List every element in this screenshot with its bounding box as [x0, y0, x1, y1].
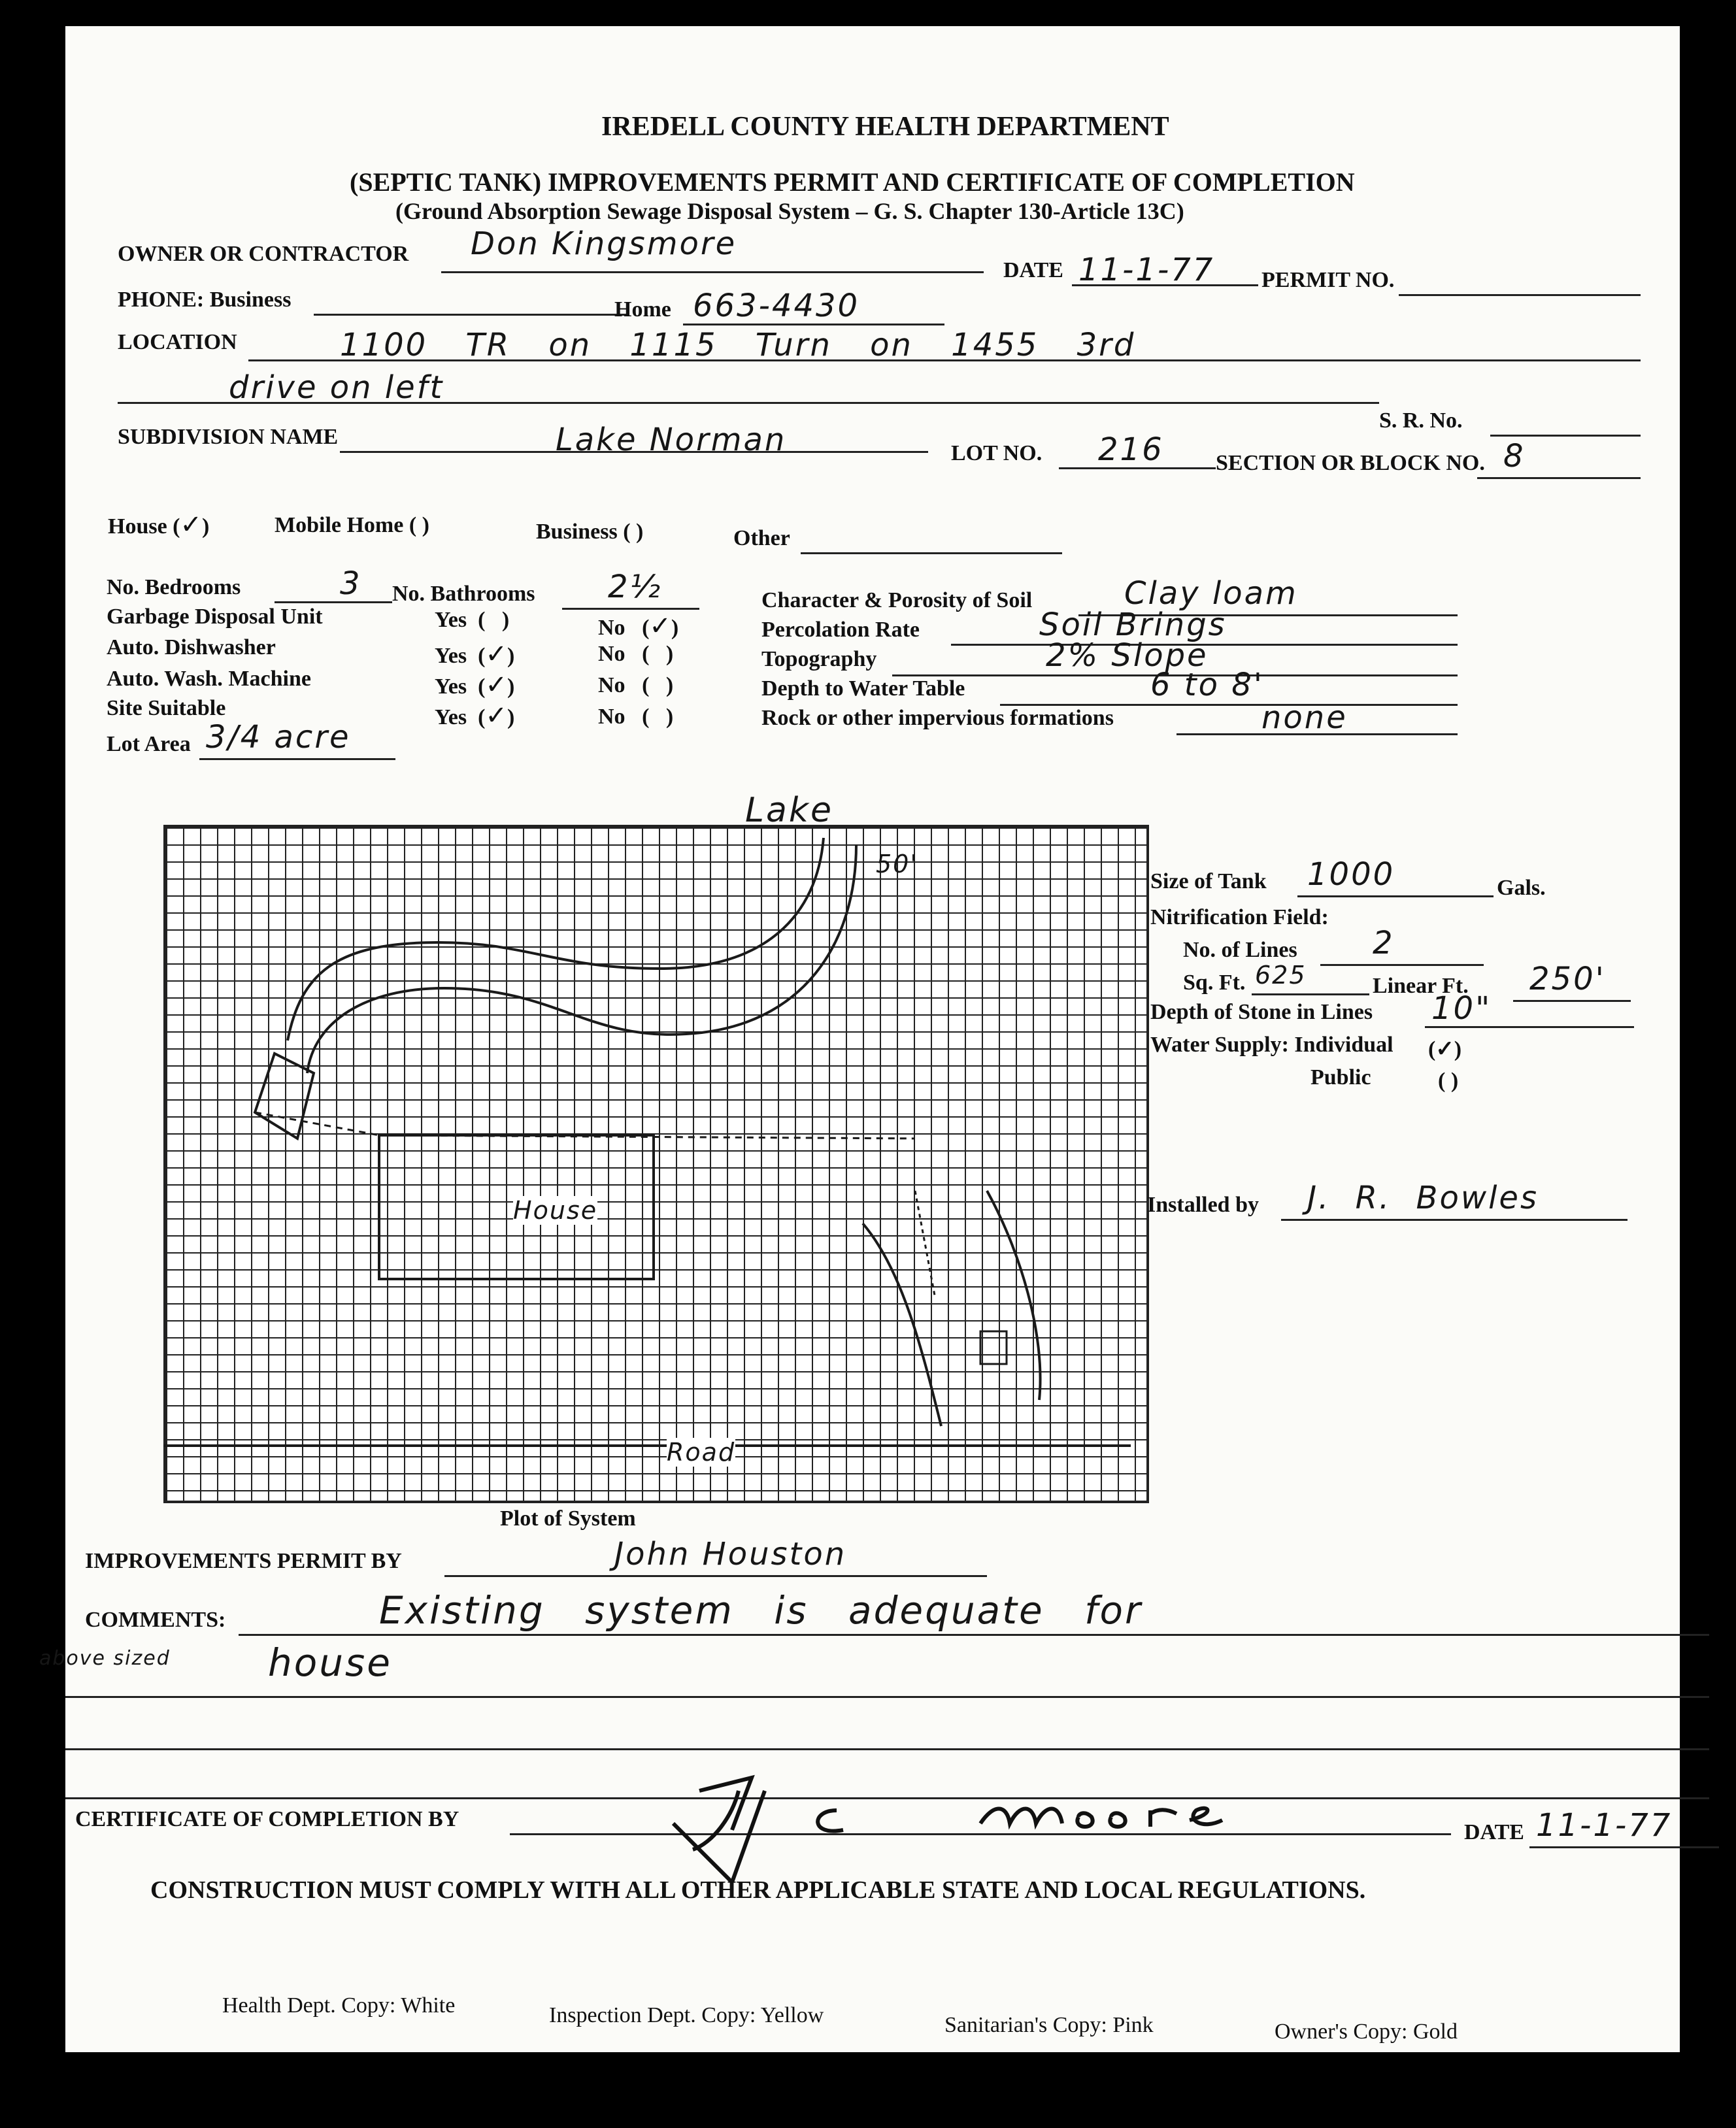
- percolation-value: Soil Brings: [1039, 607, 1227, 643]
- bedrooms-value: 3: [340, 565, 362, 602]
- comments-label: COMMENTS:: [85, 1608, 226, 1632]
- home-phone-label: Home: [614, 297, 671, 322]
- linear-ft-value: 250': [1529, 961, 1606, 997]
- certificate-label: CERTIFICATE OF COMPLETION BY: [75, 1807, 459, 1831]
- permit-by-value: John Houston: [614, 1536, 847, 1572]
- plot-drawing: [163, 825, 1144, 1498]
- mobile-home-option: Mobile Home ( ): [275, 513, 429, 537]
- sqft-label: Sq. Ft.: [1183, 971, 1246, 995]
- copy-health: Health Dept. Copy: White: [222, 1993, 456, 2018]
- location-line1: 1100 TR on 1115 Turn on 1455 3rd: [340, 327, 1136, 363]
- gals-label: Gals.: [1497, 876, 1546, 900]
- location-line2: drive on left: [229, 369, 444, 406]
- sr-no-label: S. R. No.: [1379, 408, 1463, 433]
- site-suitable-label: Site Suitable: [107, 696, 226, 720]
- comments-line2-prefix: above sized: [39, 1647, 171, 1670]
- plot-distance-label: 50': [876, 850, 918, 878]
- sqft-value: 625: [1255, 961, 1307, 989]
- garbage-no: No (✓): [598, 611, 679, 641]
- other-label: Other: [733, 526, 790, 550]
- location-label: LOCATION: [118, 330, 237, 354]
- owner-label: OWNER OR CONTRACTOR: [118, 242, 409, 266]
- date-label: DATE: [1003, 258, 1063, 282]
- tank-size-value: 1000: [1307, 856, 1395, 893]
- bedrooms-label: No. Bedrooms: [107, 575, 241, 599]
- washer-label: Auto. Wash. Machine: [107, 667, 311, 691]
- garbage-label: Garbage Disposal Unit: [107, 605, 323, 629]
- dishwasher-yes: Yes (✓): [435, 639, 515, 669]
- subdivision-value: Lake Norman: [556, 422, 787, 458]
- subdivision-label: SUBDIVISION NAME: [118, 425, 339, 449]
- tank-size-label: Size of Tank: [1150, 869, 1267, 893]
- lot-area-label: Lot Area: [107, 732, 191, 756]
- bathrooms-value: 2½: [608, 569, 663, 605]
- permit-form: [39, 26, 1680, 2052]
- permit-no-label: PERMIT NO.: [1261, 268, 1395, 292]
- business-option: Business ( ): [536, 520, 644, 544]
- lines-label: No. of Lines: [1183, 938, 1297, 962]
- permit-subtitle: (Ground Absorption Sewage Disposal System – G. S. Chapter 130-Article 13C): [395, 198, 1184, 224]
- certificate-date-label: DATE: [1464, 1820, 1524, 1844]
- lines-value: 2: [1373, 925, 1395, 961]
- plot-house-label: House: [513, 1196, 598, 1225]
- plot-lake-label: Lake: [745, 791, 833, 830]
- department-title: IREDELL COUNTY HEALTH DEPARTMENT: [601, 112, 1169, 142]
- comments-line1: Existing system is adequate for: [379, 1588, 1143, 1633]
- rock-value: none: [1261, 699, 1348, 736]
- home-phone-value: 663-4430: [693, 288, 860, 324]
- date-value: 11-1-77: [1078, 252, 1215, 288]
- topography-value: 2% Slope: [1046, 637, 1209, 674]
- lot-area-value: 3/4 acre: [206, 719, 351, 756]
- copy-inspection: Inspection Dept. Copy: Yellow: [549, 2003, 824, 2027]
- section-value: 8: [1503, 438, 1526, 474]
- soil-character-label: Character & Porosity of Soil: [761, 588, 1033, 612]
- bathrooms-label: No. Bathrooms: [392, 582, 535, 606]
- water-table-label: Depth to Water Table: [761, 676, 965, 701]
- permit-by-label: IMPROVEMENTS PERMIT BY: [85, 1549, 402, 1573]
- water-supply-label: Water Supply: Individual: [1150, 1033, 1394, 1057]
- site-no: No ( ): [598, 705, 674, 729]
- stone-depth-value: 10": [1431, 990, 1492, 1027]
- percolation-label: Percolation Rate: [761, 618, 920, 642]
- permit-title: (SEPTIC TANK) IMPROVEMENTS PERMIT AND CERTIFICATE OF COMPLETION: [350, 167, 1355, 197]
- house-option: House (✓): [108, 510, 210, 540]
- installed-by-value: J. R. Bowles: [1307, 1180, 1539, 1216]
- dishwasher-no: No ( ): [598, 642, 674, 666]
- stone-depth-label: Depth of Stone in Lines: [1150, 1000, 1373, 1024]
- washer-no: No ( ): [598, 673, 674, 697]
- lot-no-label: LOT NO.: [951, 441, 1043, 465]
- site-yes: Yes (✓): [435, 701, 515, 731]
- installed-by-label: Installed by: [1147, 1193, 1259, 1217]
- certificate-date-value: 11-1-77: [1536, 1807, 1673, 1844]
- copy-owner: Owner's Copy: Gold: [1275, 2020, 1458, 2044]
- certificate-signature: [654, 1752, 1340, 1882]
- section-label: SECTION OR BLOCK NO.: [1216, 451, 1485, 475]
- dishwasher-label: Auto. Dishwasher: [107, 635, 276, 659]
- public-mark: ( ): [1438, 1069, 1459, 1093]
- plot-caption: Plot of System: [500, 1506, 636, 1531]
- garbage-yes: Yes ( ): [435, 608, 510, 632]
- individual-mark: (✓): [1428, 1037, 1462, 1061]
- nitrification-label: Nitrification Field:: [1150, 905, 1329, 929]
- comments-line2: house: [268, 1640, 392, 1685]
- water-table-value: 6 to 8': [1150, 667, 1264, 703]
- washer-yes: Yes (✓): [435, 670, 515, 700]
- phone-label: PHONE: Business: [118, 288, 292, 312]
- rock-label: Rock or other impervious formations: [761, 706, 1114, 730]
- public-label: Public: [1310, 1065, 1371, 1089]
- house-check-mark: ✓: [180, 510, 203, 540]
- soil-character-value: Clay loam: [1124, 575, 1298, 612]
- linear-ft-label: Linear Ft.: [1373, 974, 1469, 998]
- owner-value: Don Kingsmore: [471, 225, 737, 262]
- regulations-notice: CONSTRUCTION MUST COMPLY WITH ALL OTHER APPLICABLE STATE AND LOCAL REGULATIONS.: [150, 1876, 1366, 1904]
- topography-label: Topography: [761, 647, 877, 671]
- lot-no-value: 216: [1098, 431, 1164, 468]
- copy-sanitarian: Sanitarian's Copy: Pink: [944, 2013, 1154, 2037]
- plot-road-label: Road: [667, 1438, 736, 1467]
